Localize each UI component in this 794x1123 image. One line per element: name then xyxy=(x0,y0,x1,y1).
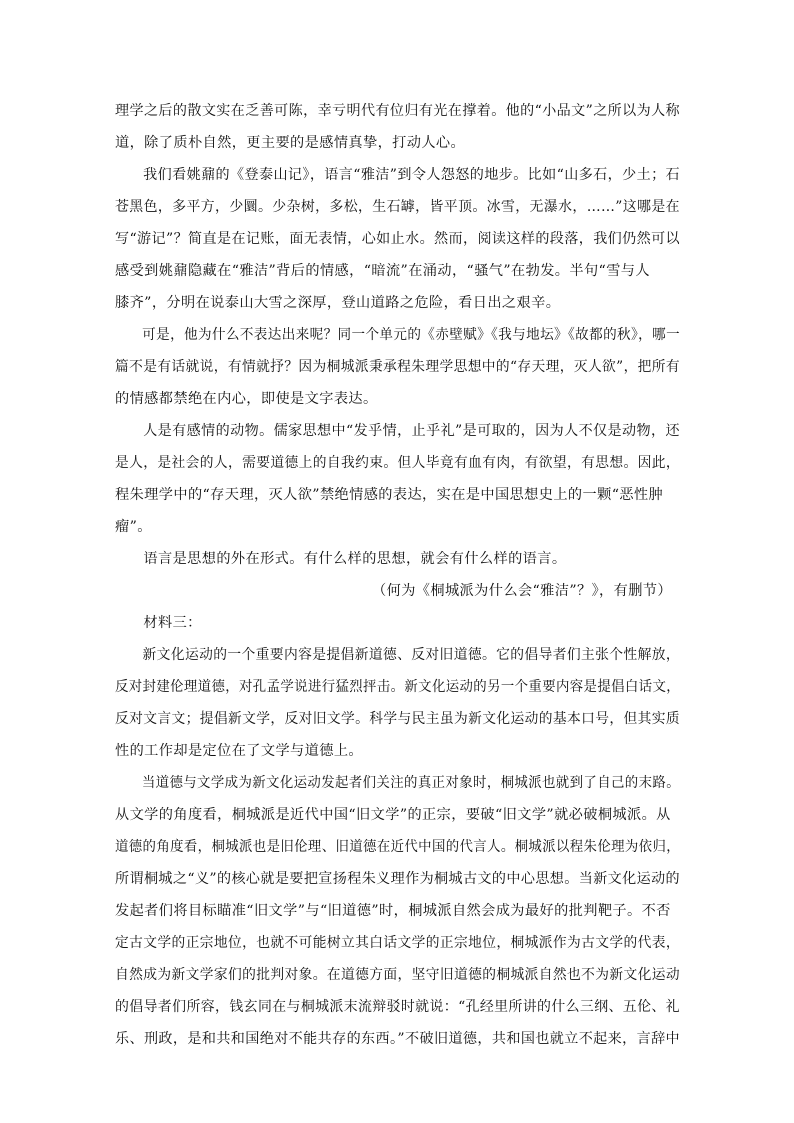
paragraph-line: 道德的角度看，桐城派也是旧伦理、旧道德在近代中国的代言人。桐城派以程朱伦理为依归， xyxy=(115,839,681,855)
paragraph-line: 反对封建伦理道德，对孔孟学说进行猛烈抨击。新文化运动的另一个重要内容是提倡白话文， xyxy=(115,679,681,695)
paragraph xyxy=(115,95,680,159)
paragraph-line: 发起者们将目标瞄准“旧文学”与“旧道德”时，桐城派自然会成为最好的批判靶子。不否 xyxy=(115,903,671,919)
paragraph-line: 程朱理学中的“存天理，灭人欲”禁绝情感的表达，实在是中国思想史上的一颗“恶性肿 xyxy=(115,487,664,503)
material-three-section xyxy=(115,639,680,1055)
paragraph-line: 可是，他为什么不表达出来呢？同一个单元的《赤壁赋》《我与地坛》《故都的秋》，哪一 xyxy=(142,327,681,343)
paragraph xyxy=(115,543,680,575)
material-heading: 材料三： xyxy=(143,615,202,631)
paragraph-line: 语言是思想的外在形式。有什么样的思想，就会有什么样的语言。 xyxy=(143,551,567,567)
paragraph xyxy=(115,639,680,767)
paragraph-line: 性的工作却是定位在了文学与道德上。 xyxy=(115,743,363,759)
paragraph-line: 的情感都禁绝在内心，即使是文字表达。 xyxy=(115,391,378,407)
paragraph xyxy=(115,319,680,415)
paragraph-line: 自然成为新文学家们的批判对象。在道德方面，坚守旧道德的桐城派自然也不为新文化运动 xyxy=(115,967,681,983)
paragraph-line: 是人，是社会的人，需要道德上的自我约束。但人毕竟有血有肉，有欲望，有思想。因此， xyxy=(115,455,681,471)
paragraph-line: 反对文言文；提倡新文学，反对旧文学。科学与民主虽为新文化运动的基本口号，但其实质 xyxy=(115,711,681,727)
paragraph-line: 苍黑色，多平方，少圜。少杂树，多松，生石罅，皆平顶。冰雪，无瀑水，……”这哪是在 xyxy=(115,199,680,215)
paragraph-line: 的倡导者们所容，钱玄同在与桐城派末流辩驳时就说：“孔经里所讲的什么三纲、五伦、礼 xyxy=(115,999,680,1015)
paragraph xyxy=(115,415,680,543)
paragraph-line: 膝齐”，分明在说泰山大雪之深厚，登山道路之危险，看日出之艰辛。 xyxy=(115,295,561,311)
paragraph-line: 写“游记”？简直是在记账，面无表情，心如止水。然而，阅读这样的段落，我们仍然可以 xyxy=(115,231,681,247)
paragraph-line: 我们看姚鼐的《登泰山记》，语言“雅洁”到令人怨怒的地步。比如“山多石，少土；石 xyxy=(143,167,681,183)
paragraph-line: 理学之后的散文实在乏善可陈，幸亏明代有位归有光在撑着。他的“小品文”之所以为人称 xyxy=(115,103,681,119)
material-two-section xyxy=(115,95,680,575)
paragraph-line: 新文化运动的一个重要内容是提倡新道德、反对旧道德。它的倡导者们主张个性解放， xyxy=(142,647,681,663)
paragraph-line: 乐、刑政，是和共和国绝对不能共存的东西。”不破旧道德，共和国也就立不起来，言辞中 xyxy=(115,1031,681,1047)
paragraph-line: 所谓桐城之“义”的核心就是要把宣扬程朱义理作为桐城古文的中心思想。当新文化运动的 xyxy=(115,871,681,887)
paragraph-line: 道，除了质朴自然，更主要的是感情真挚，打动人心。 xyxy=(115,135,466,151)
paragraph-line: 瘤”。 xyxy=(115,519,152,535)
paragraph-line: 人是有感情的动物。儒家思想中“发乎情，止乎礼”是可取的，因为人不仅是动物，还 xyxy=(143,423,680,439)
paragraph-line: 当道德与文学成为新文化运动发起者们关注的真正对象时，桐城派也就到了自己的末路。 xyxy=(141,775,680,791)
source-citation: （何为《桐城派为什么会“雅洁”？》，有删节） xyxy=(372,583,672,599)
paragraph-line: 定古文学的正宗地位，也就不可能树立其白话文学的正宗地位，桐城派作为古文学的代表， xyxy=(115,935,681,951)
paragraph xyxy=(115,767,680,1055)
paragraph xyxy=(115,159,680,319)
paragraph-line: 感受到姚鼐隐藏在“雅洁”背后的情感，“暗流”在涌动，“骚气”在勃发。半句“雪与人 xyxy=(115,263,650,279)
document-body xyxy=(115,95,680,1055)
paragraph-line: 从文学的角度看，桐城派是近代中国“旧文学”的正宗，要破“旧文学”就必破桐城派。从 xyxy=(115,807,671,823)
paragraph-line: 篇不是有话就说，有情就抒？因为桐城派秉承程朱理学思想中的“存天理，灭人欲”，把所有 xyxy=(115,359,681,375)
